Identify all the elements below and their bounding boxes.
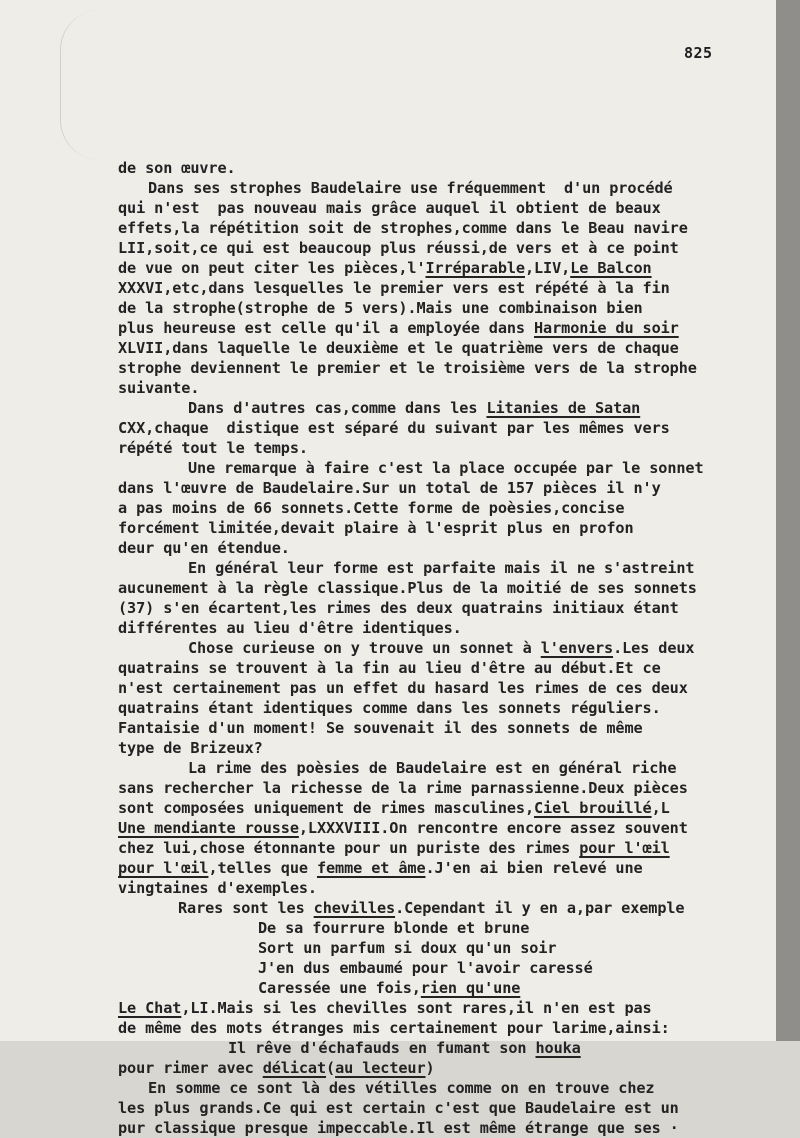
text-line [118,778,688,798]
text-segment: effets,la répétition soit de strophes,comme dans le Beau navire [118,219,688,237]
text-segment: .Les deux [613,639,695,657]
underlined-title: rien qu'une [420,979,521,997]
text-line [118,798,670,818]
text-line [118,538,290,558]
text-line [118,818,688,838]
text-segment: ,L [651,799,670,817]
text-line [118,318,679,338]
text-segment: ,LI.Mais si les chevilles sont rares,il n'en est pas [181,999,652,1017]
underlined-title: Irréparable [425,259,525,277]
text-line [118,158,236,178]
text-line [118,738,263,758]
text-segment: Chose curieuse on y trouve un sonnet à [188,639,541,657]
text-line [178,898,684,918]
text-segment: de son œuvre. [118,159,236,177]
underlined-title: Harmonie du soir [534,319,679,337]
text-segment: De sa fourrure blonde et brune [258,919,530,937]
text-line [118,238,679,258]
text-line [258,938,556,958]
paper-crease [60,10,101,160]
text-segment: pour rimer avec [118,1059,263,1077]
text-segment: .Cependant il y en a,par exemple [395,899,685,917]
text-line [118,338,679,358]
text-segment: type de Brizeux? [118,739,263,757]
text-line [228,1038,581,1058]
text-line [188,458,704,478]
text-segment: a pas moins de 66 sonnets.Cette forme de poèsies,concise [118,499,625,517]
text-line [118,418,670,438]
text-line [118,718,643,738]
text-segment: Fantaisie d'un moment! Se souvenait il des sonnets de même [118,719,643,737]
text-segment: .J'en ai bien relevé une [425,859,643,877]
text-line [118,618,462,638]
text-segment: pur classique presque impeccable.Il est même étrange que ses · [118,1119,679,1137]
text-segment: ,telles que [208,859,317,877]
text-line [118,278,670,298]
text-segment: Dans ses strophes Baudelaire use fréquemment d'un procédé [148,179,673,197]
text-line [118,518,634,538]
text-line [118,198,661,218]
text-line [118,358,697,378]
text-segment: chez lui,chose étonnante pour un puriste des rimes [118,839,580,857]
text-line [118,498,624,518]
text-segment: En somme ce sont là des vétilles comme on en trouve chez [148,1079,655,1097]
text-line [118,258,652,278]
text-segment: les plus grands.Ce qui est certain c'est que Baudelaire est un [118,1099,679,1117]
text-segment: de la strophe(strophe de 5 vers).Mais une combinaison bien [118,299,643,317]
text-segment: XXXVI,etc,dans lesquelles le premier vers est répété à la fin [118,279,670,297]
text-segment: différentes au lieu d'être identiques. [118,619,462,637]
text-segment: J'en dus embaumé pour l'avoir caressé [258,959,593,977]
text-segment: La rime des poèsies de Baudelaire est en général riche [188,759,677,777]
text-segment: dans l'œuvre de Baudelaire.Sur un total de 157 pièces il n'y [118,479,661,497]
text-line [188,398,640,418]
text-segment: n'est certainement pas un effet du hasard les rimes de ces deux [118,679,688,697]
text-segment: XLVII,dans laquelle le deuxième et le quatrième vers de chaque [118,339,679,357]
text-line [118,1018,670,1038]
underlined-title: pour l'œil [579,839,670,857]
scan-edge [776,0,800,1041]
text-segment: deur qu'en étendue. [118,539,290,557]
text-line [118,838,670,858]
text-line [118,438,308,458]
underlined-title: chevilles [313,899,396,917]
text-segment: aucunement à la règle classique.Plus de la moitié de ses sonnets [118,579,697,597]
underlined-title: femme et âme [316,859,426,877]
text-segment: Il rêve d'échafauds en fumant son [228,1039,536,1057]
underlined-title: pour l'œil [118,859,209,877]
text-segment: de vue on peut citer les pièces,l' [118,259,426,277]
text-segment: répété tout le temps. [118,439,308,457]
underlined-title: l'envers [540,639,614,657]
text-line [258,958,593,978]
text-line [188,558,694,578]
text-line [118,858,643,878]
text-line [118,378,199,398]
underlined-title: au lecteur [335,1059,426,1077]
underlined-title: houka [535,1039,581,1057]
text-line [148,178,673,198]
text-segment: ) [425,1059,435,1077]
text-segment: vingtaines d'exemples. [118,879,317,897]
text-line [118,598,679,618]
text-line [188,638,694,658]
text-segment: LII,soit,ce qui est beaucoup plus réussi,de vers et à ce point [118,239,679,257]
page-number: 825 [684,44,713,62]
text-line [118,478,661,498]
text-line [188,758,676,778]
underlined-title: Le Balcon [570,259,652,277]
text-line [148,1078,654,1098]
text-segment: suivante. [118,379,200,397]
text-segment: (37) s'en écartent,les rimes des deux quatrains initiaux étant [118,599,679,617]
text-line [118,1098,679,1118]
text-line [118,298,643,318]
text-line [258,918,529,938]
text-segment: forcément limitée,devait plaire à l'esprit plus en profon [118,519,634,537]
text-line [118,1058,435,1078]
underlined-title: Le Chat [118,999,182,1017]
text-segment: CXX,chaque distique est séparé du suivant par les mêmes vers [118,419,670,437]
text-line [118,578,697,598]
text-segment: strophe deviennent le premier et le troisième vers de la strophe [118,359,697,377]
text-segment: Une remarque à faire c'est la place occupée par le sonnet [188,459,704,477]
text-segment: Sort un parfum si doux qu'un soir [258,939,557,957]
text-segment: ,LXXXVIII.On rencontre encore assez souvent [298,819,688,837]
underlined-title: Ciel brouillé [534,799,652,817]
underlined-title: Litanies de Satan [486,399,641,417]
text-line [118,878,317,898]
text-segment: quatrains étant identiques comme dans les sonnets réguliers. [118,699,661,717]
text-line [118,678,688,698]
text-segment: Rares sont les [178,899,314,917]
text-line [118,218,688,238]
text-segment: Caressée une fois, [258,979,421,997]
text-segment: sans rechercher la richesse de la rime parnassienne.Deux pièces [118,779,688,797]
underlined-title: Une mendiante rousse [118,819,299,837]
text-line [118,998,652,1018]
text-line [258,978,520,998]
text-segment: sont composées uniquement de rimes masculines, [118,799,535,817]
text-segment: Dans d'autres cas,comme dans les [188,399,487,417]
text-line [118,698,661,718]
text-line [118,658,661,678]
text-segment: de même des mots étranges mis certainement pour larime,ainsi: [118,1019,670,1037]
text-segment: quatrains se trouvent à la fin au lieu d'être au début.Et ce [118,659,661,677]
text-segment: ( [326,1059,336,1077]
text-line [118,1118,679,1138]
text-segment: En général leur forme est parfaite mais il ne s'astreint [188,559,695,577]
text-segment: qui n'est pas nouveau mais grâce auquel il obtient de beaux [118,199,661,217]
text-segment: plus heureuse est celle qu'il a employée dans [118,319,535,337]
underlined-title: délicat [262,1059,327,1077]
text-segment: ,LIV, [524,259,571,277]
